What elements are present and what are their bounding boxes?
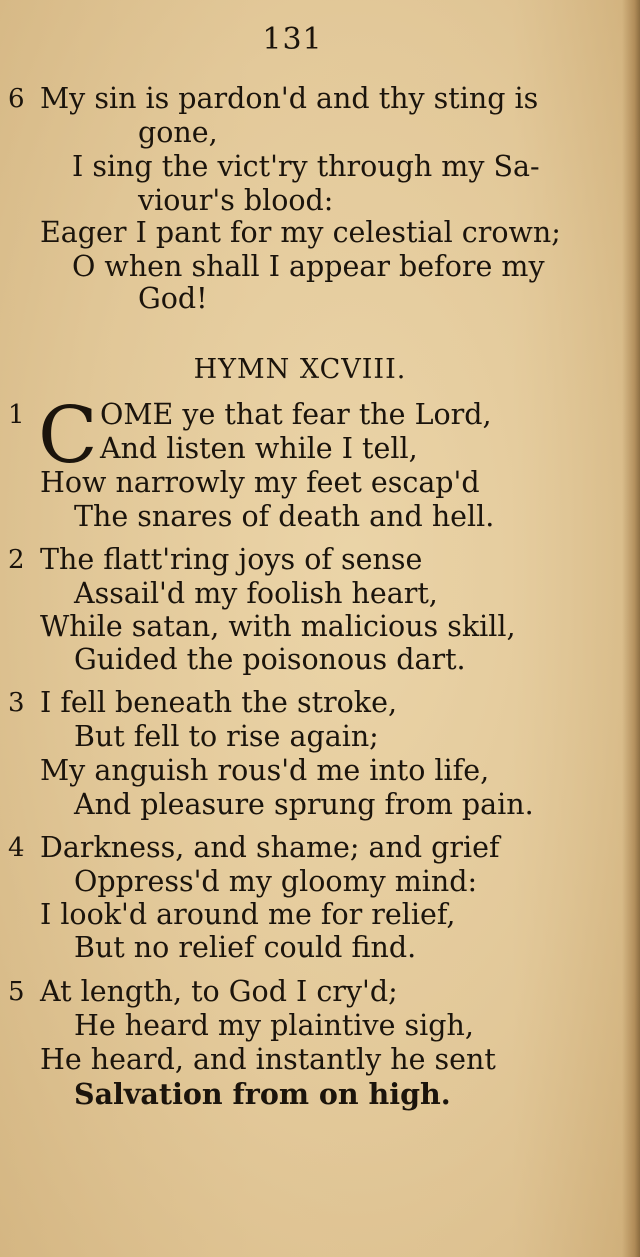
verse-line: O when shall I appear before my (72, 250, 545, 283)
verse-number: 6 (8, 84, 25, 114)
verse-number: 4 (8, 833, 25, 863)
verse-number: 3 (8, 688, 25, 718)
verse-line: Oppress'd my gloomy mind: (74, 865, 478, 898)
verse-line: How narrowly my feet escap'd (40, 466, 480, 499)
page-number: 131 (262, 22, 323, 57)
verse-line: He heard, and instantly he sent (40, 1043, 496, 1076)
verse-line: OME ye that fear the Lord, (100, 398, 492, 431)
verse-line: I sing the vict'ry through my Sa- (72, 150, 540, 183)
verse-line: viour's blood: (138, 184, 334, 217)
verse-line: God! (138, 282, 208, 315)
verse-number: 5 (8, 977, 25, 1007)
verse-line: And listen while I tell, (100, 432, 418, 465)
verse-line: At length, to God I cry'd; (40, 975, 398, 1008)
verse-line: And pleasure sprung from pain. (74, 788, 534, 821)
verse-line: Guided the poisonous dart. (74, 643, 466, 676)
verse-line: Assail'd my foolish heart, (74, 577, 438, 610)
hymn-title: HYMN XCVIII. (193, 354, 407, 385)
page-edge-shadow (622, 0, 640, 1257)
verse-line: I fell beneath the stroke, (40, 686, 398, 719)
verse-number: 2 (8, 545, 25, 575)
verse-line: But fell to rise again; (74, 720, 379, 753)
verse-line: He heard my plaintive sigh, (74, 1009, 474, 1042)
verse-line: While satan, with malicious skill, (40, 610, 516, 643)
verse-line: The flatt'ring joys of sense (40, 543, 423, 576)
verse-line: My sin is pardon'd and thy sting is (40, 82, 539, 115)
verse-number: 1 (8, 400, 25, 430)
drop-cap: C (38, 391, 98, 481)
verse-line: Salvation from on high. (74, 1077, 451, 1111)
verse-line: But no relief could find. (74, 931, 417, 964)
verse-line: gone, (138, 116, 218, 149)
verse-line: Eager I pant for my celestial crown; (40, 216, 561, 249)
verse-line: Darkness, and shame; and grief (40, 831, 500, 864)
verse-line: My anguish rous'd me into life, (40, 754, 490, 787)
verse-line: The snares of death and hell. (74, 500, 495, 533)
verse-line: I look'd around me for relief, (40, 898, 456, 931)
